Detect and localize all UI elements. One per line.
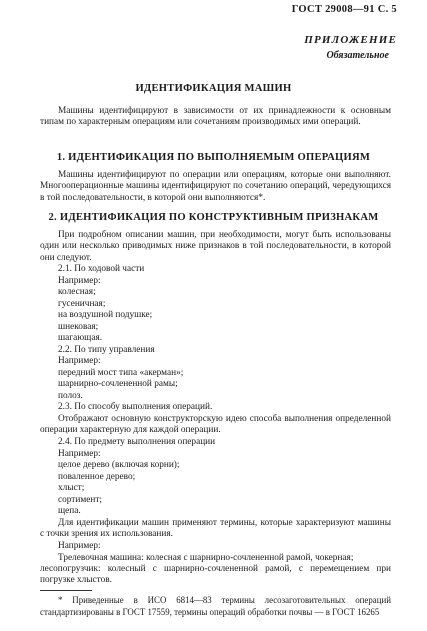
list-line: шнековая; xyxy=(58,321,99,332)
section-2-intro: При подробном описании машин, при необходимости, могут быть использованы один или несколько приводимых ниже признаков в той последовательности, в которой они следуют. xyxy=(40,230,391,263)
list-line: шарнирно-сочлененной рамы; xyxy=(58,379,178,389)
paragraph-terms: Для идентификации машин применяют термины, которые характеризуют машины с точки зрения их использования. xyxy=(40,518,391,540)
example-2: лесопогрузчик: колесный с шарнирно-сочлененной рамой, с перемещением при погрузке хлыстов. xyxy=(40,564,391,586)
list-line: целое дерево (включая корни); xyxy=(58,460,180,470)
list-line: щепа. xyxy=(58,506,81,516)
list-line: полоз. xyxy=(58,390,83,401)
list-line: передний мост типа «акерман»; xyxy=(58,367,184,378)
paragraph-2-3: Отображают основную конструкторскую идею способа выполнения определенной операции характерную для каждой операции. xyxy=(40,414,391,436)
list-line: поваленное дерево; xyxy=(58,471,136,482)
list-line: 2.4. По предмету выполнения операции xyxy=(58,437,216,447)
example-1: Трелевочная машина: колесная с шарнирно-сочлененной рамой, чокерная; xyxy=(58,552,354,563)
appendix-status: Обязательное xyxy=(326,50,389,61)
appendix-title: ПРИЛОЖЕНИЕ xyxy=(304,34,397,46)
list-line: 2.3. По способу выполнения операций. xyxy=(58,402,213,412)
list-line: 2.1. По ходовой части xyxy=(58,264,145,274)
list-line: сортимент; xyxy=(58,494,102,505)
section-1-paragraph: Машины идентифицируют по операции или операциям, которые они выполняют. Многооперационные машины идентифицируют по сочетанию операций, чередующихся в той последовательности, в которой они выполняются*. xyxy=(40,170,391,203)
list-line: Например: xyxy=(58,275,101,286)
list-line: колесная; xyxy=(58,287,96,297)
list-line: гусеничная; xyxy=(58,298,106,309)
list-line: Например: xyxy=(58,356,101,366)
footnote-divider xyxy=(40,590,92,591)
list-line: Например: xyxy=(58,448,101,459)
section-1-title: 1. ИДЕНТИФИКАЦИЯ ПО ВЫПОЛНЯЕМЫМ ОПЕРАЦИЯМ xyxy=(56,152,371,163)
list-line: хлыст; xyxy=(58,483,85,493)
list-line: шагающая. xyxy=(58,333,103,343)
page-header: ГОСТ 29008—91 С. 5 xyxy=(291,4,397,15)
footnote: * Приведенные в ИСО 6814—83 термины лесозаготовительных операций стандартизированы в ГОСТ 17559, термины операций обработки почвы — в ГОСТ 16265 xyxy=(40,595,391,617)
main-title: ИДЕНТИФИКАЦИЯ МАШИН xyxy=(135,83,292,94)
list-line: 2.2. По типу управления xyxy=(58,344,155,355)
list-line: на воздушной подушке; xyxy=(58,310,153,320)
intro-paragraph: Машины идентифицируют в зависимости от их принадлежности к основным типам по характерным операциям или сочетаниям производимых ими операций. xyxy=(40,106,391,128)
example-label: Например: xyxy=(58,541,101,551)
section-2-title: 2. ИДЕНТИФИКАЦИЯ ПО КОНСТРУКТИВНЫМ ПРИЗНАКАМ xyxy=(48,212,379,223)
